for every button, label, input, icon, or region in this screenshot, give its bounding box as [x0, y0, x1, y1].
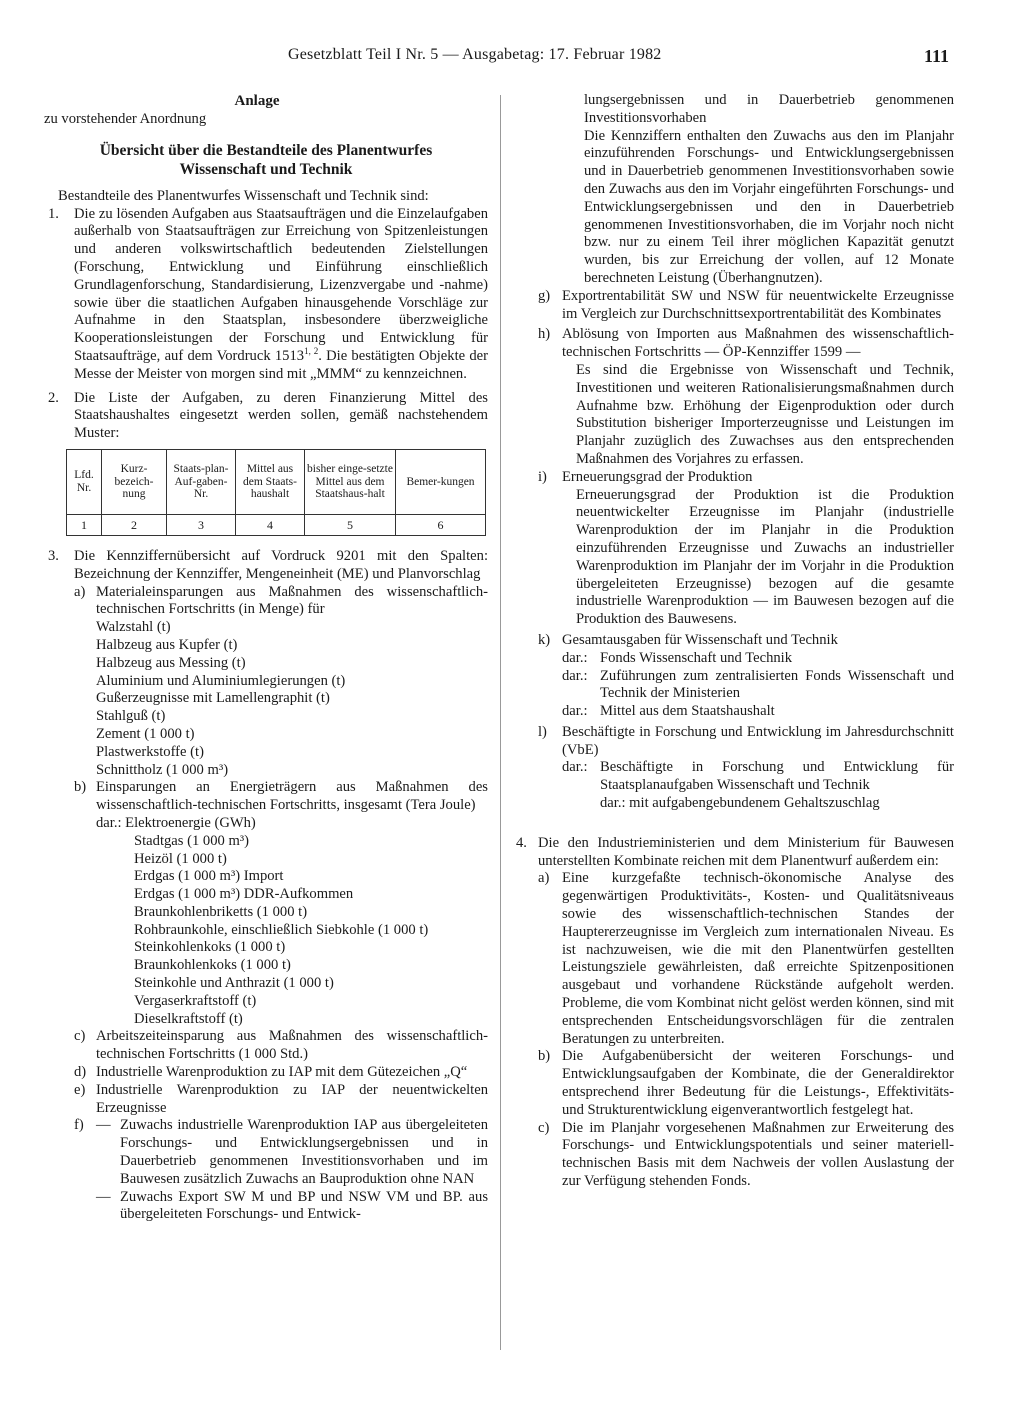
document-title-line1: Übersicht über die Bestandteile des Planentwurfes [99, 141, 433, 159]
item-4a-label: a) [538, 870, 550, 887]
item-2 [44, 390, 488, 443]
item-3a [44, 584, 488, 620]
item-3k-text: Gesamtausgaben für Wissenschaft und Technik [562, 631, 838, 648]
table-number-cell: 2 [102, 514, 167, 535]
item-4b-label: b) [538, 1048, 551, 1065]
item-3b-label: b) [74, 779, 87, 796]
list-item: Zement (1 000 t) [96, 725, 195, 742]
item-1-footnote-ref: 1, 2 [304, 346, 319, 357]
list-item: Halbzeug aus Kupfer (t) [96, 636, 238, 653]
document-title-line2: Wissenschaft und Technik [179, 160, 353, 178]
list-item: Erdgas (1 000 m³) Import [134, 868, 284, 885]
item-1-label: 1. [48, 205, 59, 222]
item-3-text: Die Kennziffernübersicht auf Vordruck 9201 mit den Spalten: Bezeichnung der Kennziffer, Mengeneinheit (ME) und Planvorschlag [74, 547, 488, 582]
page-number: 111 [924, 46, 950, 66]
dar-text: Beschäftigte in Forschung und Entwicklung für Staatsplanaufgaben Wissenschaft und Technik [600, 759, 954, 794]
item-3f-part2 [44, 1189, 488, 1225]
material-list [44, 619, 488, 779]
table-header-cell: Staats-plan-Auf-gaben-Nr. [167, 449, 236, 514]
item-4a [516, 870, 954, 1048]
item-3f-text1: Zuwachs industrielle Warenproduktion IAP aus übergeleiteten Forschungs- und Entwicklungsergebnissen und in Dauerbetrieb genommenen Investitionsvorhaben und im Bauwesen zusätzlich Zuwachs an Bauproduktion ohne NAN [120, 1117, 488, 1187]
item-1 [44, 206, 488, 384]
item-4c-label: c) [538, 1119, 550, 1136]
list-item: Gußerzeugnisse mit Lamellengraphit (t) [96, 690, 330, 707]
item-4-text: Die den Industrieministerien und dem Ministerium für Bauwesen unterstellten Kombinate reichen mit dem Planentwurf außerdem ein: [538, 834, 954, 869]
left-column [44, 92, 488, 1224]
item-3a-text: Materialeinsparungen aus Maßnahmen des wissenschaftlich-technischen Fortschritts (in Menge) für [96, 583, 488, 618]
energy-dar-line: dar.: Elektroenergie (GWh) [96, 814, 256, 831]
item-3e [44, 1082, 488, 1118]
column-divider [500, 95, 501, 1350]
item-3l-dar-1 [516, 759, 954, 795]
dar-text: Zuführungen zum zentralisierten Fonds Wissenschaft und Technik der Ministerien [600, 667, 954, 702]
item-3l-label: l) [538, 723, 547, 740]
item-3i [516, 469, 954, 487]
table-number-cell: 3 [167, 514, 236, 535]
item-3b [44, 779, 488, 815]
item-2-label: 2. [48, 389, 59, 406]
muster-table-header-row [67, 449, 486, 514]
dash-marker: — [96, 1188, 111, 1205]
list-item: Steinkohle und Anthrazit (1 000 t) [134, 975, 334, 992]
item-3k-dar-3 [516, 703, 954, 721]
table-number-cell: 4 [236, 514, 305, 535]
list-item: Aluminium und Aluminiumlegierungen (t) [96, 672, 346, 689]
item-3 [44, 548, 488, 584]
dash-marker: — [96, 1117, 111, 1134]
item-4b-text: Die Aufgabenübersicht der weiteren Forschungs- und Entwicklungsaufgaben der Kombinate, die der Generaldirektor entsprechend ihrer Bedeutung für die Leistungs-, Effektivitäts- und Strukturentwicklung eigenverantwortlich festgelegt hat. [562, 1048, 954, 1118]
item-3h-explanation: Es sind die Ergebnisse von Wissenschaft und Technik, Investitionen und weiteren Rationalisierungsmaßnahmen durch Aufnahme bzw. Erhöhung der Eigenproduktion oder durch Substitution bisheriger Importerzeugnisse und Leistungen im Planjahr zuzüglich des Zuwachses aus den entsprechenden Maßnahmen des Vorjahres zu erfassen. [576, 361, 954, 467]
list-item: Braunkohlenkoks (1 000 t) [134, 957, 291, 974]
list-item: Braunkohlenbriketts (1 000 t) [134, 903, 308, 920]
page-header [0, 46, 1024, 72]
dar-label: dar.: [562, 759, 588, 776]
item-3l-text: Beschäftigte in Forschung und Entwicklung im Jahresdurchschnitt (VbE) [562, 723, 954, 758]
item-3g-label: g) [538, 287, 551, 304]
item-3k [516, 632, 954, 650]
item-3d-text: Industrielle Warenproduktion zu IAP mit dem Gütezeichen „Q“ [96, 1064, 468, 1081]
item-3c [44, 1028, 488, 1064]
list-item: Vergaserkraftstoff (t) [134, 992, 257, 1009]
item-4 [516, 835, 954, 871]
item-3g [516, 288, 954, 324]
item-4a-text: Eine kurzgefaßte technisch-ökonomische Analyse des gegenwärtigen Produktivitäts-, Kosten- und Qualitätsniveaus sowie des wissenschaftlich-technischen Standes der Hauptererzeugnisse im Vergleich zum internationalen Niveau. Es ist nachzuweisen, wie die mit den Planentwürfen gestellten Leistungsziele gewährleisten, daß erreichte Spitzenpositionen ausgebaut und vorhandene Rückstände aufgeholt werden. Probleme, die vom Kombinat nicht gelöst werden können, sind mit entsprechenden Entscheidungsvorschlägen für die zentralen Beratungen zu unterbreiten. [562, 870, 954, 1047]
item-3d [44, 1064, 488, 1082]
item-1-text: Die zu lösenden Aufgaben aus Staatsaufträgen und die Einzelaufgaben außerhalb von Staatsaufträgen zur Erreichung von Spitzenleistungen und anderen volkswirtschaftlich bedeutenden Zielstellungen (Forschung, Entwicklung und Einführung einschließlich Grundlagenforschung, Standardisierung, Lizenzvergabe und -nahme) sowie über die staatlichen Aufgaben hinausgehende Vorschläge zur Aufnahme in den Staatsplan, insbesondere überzweigliche Kooperationsleistungen der Forschung und Entwicklung für Staatsaufträge, auf dem Vordruck 1513 [74, 205, 488, 364]
item-3e-label: e) [74, 1081, 86, 1098]
item-3l [516, 724, 954, 760]
muster-table-number-row [67, 514, 486, 535]
item-2-text: Die Liste der Aufgaben, zu deren Finanzierung Mittel des Staatshaushaltes eingesetzt werden sollen, gemäß nachstehendem Muster: [74, 389, 488, 442]
energy-list [44, 833, 488, 1029]
item-3h-label: h) [538, 326, 551, 343]
item-4c-text: Die im Planjahr vorgesehenen Maßnahmen zur Erweiterung des Forschungs- und Entwicklungspotentials und seiner materiell-technischen Basis mit dem Nachweis der vollen Auslastung der zur Verfügung stehenden Fonds. [562, 1119, 954, 1190]
dar-label: dar.: [562, 667, 588, 684]
list-item: Erdgas (1 000 m³) DDR-Aufkommen [134, 886, 354, 903]
dar-label: dar.: [562, 649, 588, 666]
item-3f-label: f) [74, 1117, 84, 1134]
item-3f-part1 [44, 1117, 488, 1188]
table-number-cell: 6 [396, 514, 486, 535]
item-3k-label: k) [538, 631, 551, 648]
item-3i-explanation: Erneuerungsgrad der Produktion ist die Produktion neuentwickelter Erzeugnisse im Planjahr (industrielle Warenproduktion der im Planjahr in die Produktion einzuführenden Erzeugnisse und Zuwachs an industrieller Warenproduktion im Planjahr der im Vorjahr in die Produktion übergeleiteten Erzeugnisse) bezogen auf die gesamte industrielle Warenproduktion — im Bauwesen bezogen auf die Produktion des Bauwesens. [576, 486, 954, 628]
item-3e-text: Industrielle Warenproduktion zu IAP der neuentwickelten Erzeugnisse [96, 1081, 488, 1116]
item-3k-dar-1 [516, 650, 954, 668]
list-item: Dieselkraftstoff (t) [134, 1010, 243, 1027]
item-3f-explanation: Die Kennziffern enthalten den Zuwachs aus den im Planjahr einzuführenden Forschungs- und Entwicklungsergebnissen und in Dauerbetrieb genommenen Investitionsvorhaben sowie den Zuwachs aus den im Vorjahr eingeführten Forschungs- und Entwicklungsergebnissen und den in Dauerbetrieb genommenen Investitionsvorhaben, die im Vorjahr noch nicht bzw. nur zu einem Teil ihrer möglichen Kapazität genutzt wurden, bis zur Erreichung der vollen, auf 12 Monate berechneten Leistung (Überhangnutzen). [584, 127, 954, 286]
anlage-subtitle: zu vorstehender Anordnung [44, 111, 207, 127]
dar-text: Fonds Wissenschaft und Technik [600, 649, 793, 666]
item-3c-label: c) [74, 1028, 86, 1045]
list-item: Walzstahl (t) [96, 619, 171, 636]
item-3g-text: Exportrentabilität SW und NSW für neuentwickelte Erzeugnisse im Vergleich zur Durchschnittsexportrentabilität des Kombinates [562, 287, 954, 322]
table-header-cell: Lfd. Nr. [67, 449, 102, 514]
dar-text: Mittel aus dem Staatshaushalt [600, 703, 775, 720]
list-item: Halbzeug aus Messing (t) [96, 654, 246, 671]
intro-paragraph: Bestandteile des Planentwurfes Wissenschaft und Technik sind: [58, 187, 429, 204]
continuation-text: lungsergebnissen und in Dauerbetrieb genommenen Investitionsvorhaben [584, 92, 954, 126]
item-4b [516, 1048, 954, 1119]
muster-table [66, 449, 486, 536]
list-item: Stadtgas (1 000 m³) [134, 832, 250, 849]
table-number-cell: 5 [305, 514, 396, 535]
dar-label: dar.: [562, 703, 588, 720]
item-3i-text: Erneuerungsgrad der Produktion [562, 468, 753, 485]
list-item: Rohbraunkohle, einschließlich Siebkohle (1 000 t) [134, 921, 429, 938]
running-title: Gesetzblatt Teil I Nr. 5 — Ausgabetag: 17. Februar 1982 [288, 46, 662, 63]
item-3f-text2: Zuwachs Export SW M und BP und NSW VM und BP. aus übergeleiteten Forschungs- und Entwick- [120, 1188, 488, 1223]
right-column [516, 92, 954, 1191]
item-4c [516, 1120, 954, 1191]
item-3a-label: a) [74, 583, 86, 600]
list-item: Stahlguß (t) [96, 708, 166, 725]
table-header-cell: Kurz-bezeich-nung [102, 449, 167, 514]
item-3l-dar-2: dar.: mit aufgabengebundenem Gehaltszuschlag [600, 795, 880, 812]
item-3-label: 3. [48, 547, 59, 564]
list-item: Plastwerkstoffe (t) [96, 743, 204, 760]
item-3k-dar-2 [516, 668, 954, 704]
item-4-label: 4. [516, 834, 527, 851]
item-3h [516, 326, 954, 362]
table-header-cell: Mittel aus dem Staats-haushalt [236, 449, 305, 514]
item-1-tail: . Die bestätigten Objekte der Messe der Meister von morgen sind mit „MMM“ zu kennzeichnen. [74, 347, 488, 382]
item-3h-text: Ablösung von Importen aus Maßnahmen des wissenschaftlich-technischen Fortschritts — ÖP-Kennziffer 1599 — [562, 326, 954, 361]
table-header-cell: Bemer-kungen [396, 449, 486, 514]
item-3b-text: Einsparungen an Energieträgern aus Maßnahmen des wissenschaftlich-technischen Fortschritts, insgesamt (Tera Joule) [96, 779, 488, 814]
table-number-cell: 1 [67, 514, 102, 535]
list-item: Steinkohlenkoks (1 000 t) [134, 939, 286, 956]
list-item: Schnittholz (1 000 m³) [96, 761, 229, 778]
table-header-cell: bisher einge-setzte Mittel aus dem Staatshaus-halt [305, 449, 396, 514]
item-3d-label: d) [74, 1064, 87, 1081]
list-item: Heizöl (1 000 t) [134, 850, 227, 867]
item-3i-label: i) [538, 468, 547, 485]
anlage-heading: Anlage [234, 93, 280, 109]
item-3c-text: Arbeitszeiteinsparung aus Maßnahmen des wissenschaftlich-technischen Fortschritts (1 000 Std.) [96, 1028, 488, 1063]
